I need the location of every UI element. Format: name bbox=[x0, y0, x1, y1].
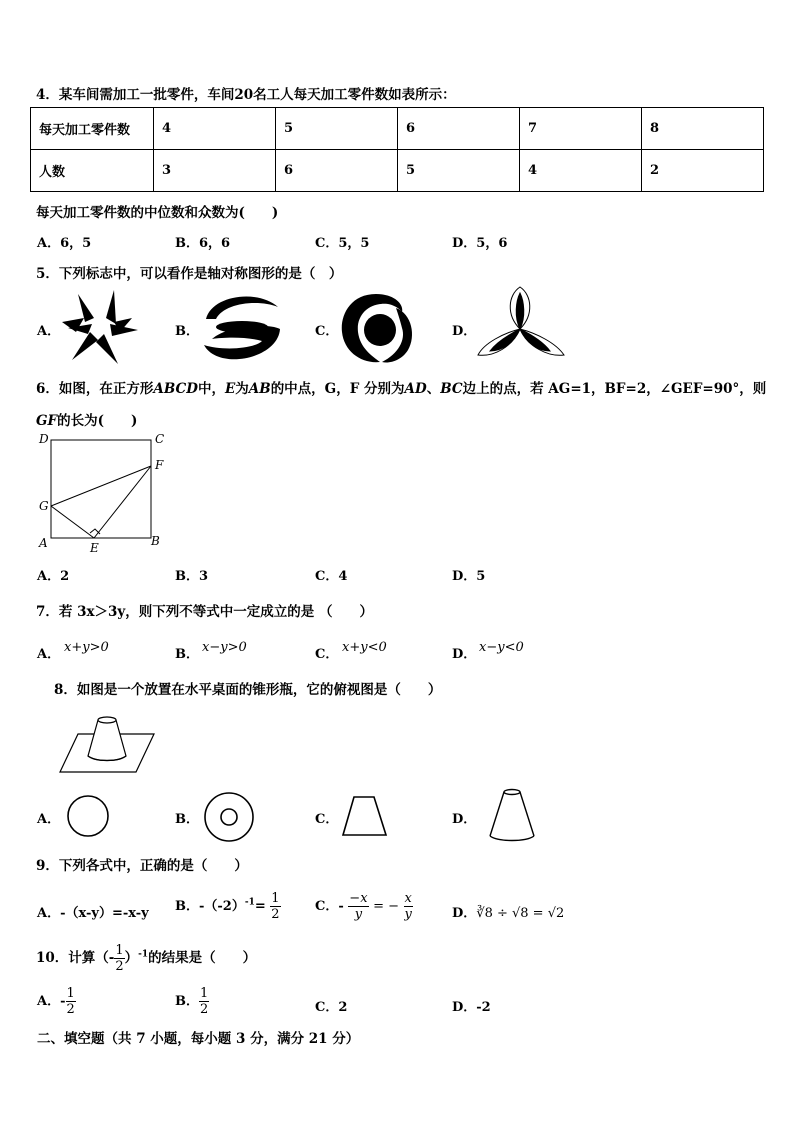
fraction: $\frac{x}{y}$ bbox=[404, 891, 412, 922]
option-a: A．6，5 bbox=[37, 236, 92, 251]
option-a: A．- $\frac{1}{2}$ bbox=[37, 986, 75, 1017]
option-d: D．∛8 ÷ √8 = √2 bbox=[452, 906, 565, 921]
option-c: C．2 bbox=[315, 1000, 348, 1015]
section-heading: 二、填空题（共 7 小题，每小题 3 分，满分 21 分） bbox=[37, 1031, 360, 1047]
option-c: C． bbox=[315, 324, 339, 339]
label-b: B bbox=[151, 534, 160, 548]
option-b-expr: x−y>0 bbox=[202, 640, 247, 655]
ring-logo-icon bbox=[336, 288, 418, 368]
option-b: B．3 bbox=[175, 569, 209, 584]
fraction: $\frac{1}{2}$ bbox=[200, 986, 209, 1017]
option-c: C．5，5 bbox=[315, 236, 370, 251]
table-cell: 7 bbox=[520, 108, 642, 150]
cone-option-icon bbox=[486, 786, 538, 844]
table-row bbox=[31, 150, 764, 192]
circle-option-icon bbox=[64, 792, 112, 840]
trapezoid-option-icon bbox=[340, 794, 390, 838]
option-d: D． bbox=[452, 812, 477, 827]
label-e: E bbox=[90, 541, 99, 554]
table-cell: 5 bbox=[276, 108, 398, 150]
option-d: D．5 bbox=[452, 569, 486, 584]
table-cell: 6 bbox=[276, 150, 398, 192]
option-d: D．-2 bbox=[452, 1000, 491, 1015]
option-b: B．$-(-2)^{-1}=$ $\frac{1}{2}$ bbox=[175, 891, 280, 922]
option-b: B． bbox=[175, 647, 199, 662]
table-cell: 5 bbox=[398, 150, 520, 192]
option-a: A．-（x-y）=-x-y bbox=[37, 906, 149, 921]
table-cell: 2 bbox=[642, 150, 764, 192]
option-c: C．- $\frac{-x}{y}$ = − $\frac{x}{y}$ bbox=[315, 891, 412, 922]
option-c: C． bbox=[315, 812, 339, 827]
option-d: D． bbox=[452, 324, 477, 339]
q4-question: 每天加工零件数的中位数和众数为( ) bbox=[36, 205, 279, 221]
table-cell: 3 bbox=[154, 150, 276, 192]
option-d-expr: x−y<0 bbox=[479, 640, 524, 655]
fraction: $\frac{-x}{y}$ bbox=[349, 891, 368, 922]
label-f: F bbox=[155, 458, 164, 472]
q10-stem: 10．计算（- $\frac{1}{2}$ ）$^{-1}$的结果是（ ） bbox=[36, 943, 257, 974]
table-cell: 每天加工零件数 bbox=[31, 108, 154, 150]
q7-stem: 7．若 3x＞3y，则下列不等式中一定成立的是 （ ） bbox=[36, 604, 373, 620]
option-d: D． bbox=[452, 647, 477, 662]
cone-bottle-figure bbox=[56, 710, 156, 776]
q8-stem: 8．如图是一个放置在水平桌面的锥形瓶，它的俯视图是（ ） bbox=[54, 682, 442, 698]
option-a: A． bbox=[37, 647, 61, 662]
square-figure bbox=[34, 430, 174, 554]
fraction: $\frac{1}{2}$ bbox=[115, 943, 124, 974]
q5-stem: 5．下列标志中，可以看作是轴对称图形的是（ ） bbox=[36, 266, 343, 282]
fraction: $\frac{1}{2}$ bbox=[271, 891, 280, 922]
option-b: B． bbox=[175, 812, 199, 827]
option-c: C． bbox=[315, 647, 339, 662]
label-c: C bbox=[155, 432, 165, 446]
option-a: A． bbox=[37, 812, 61, 827]
label-g: G bbox=[39, 499, 49, 513]
table-row bbox=[31, 108, 764, 150]
table-cell: 6 bbox=[398, 108, 520, 150]
option-a: A．2 bbox=[37, 569, 70, 584]
option-c: C．4 bbox=[315, 569, 348, 584]
option-a-expr: x+y>0 bbox=[64, 640, 109, 655]
table-cell: 人数 bbox=[31, 150, 154, 192]
q6-stem: 6．如图，在正方形ABCD中，E为AB的中点，G，F 分别为AD、BC边上的点，若 AG=1，BF=2，∠GEF=90°，则 bbox=[36, 381, 767, 397]
double-arc-logo-icon bbox=[198, 289, 284, 365]
tri-petal-logo-icon bbox=[476, 285, 566, 361]
star-logo-icon bbox=[58, 288, 140, 366]
q9-stem: 9．下列各式中，正确的是（ ） bbox=[36, 858, 248, 874]
option-a: A． bbox=[37, 324, 61, 339]
option-c-expr: x+y<0 bbox=[342, 640, 387, 655]
label-a: A bbox=[39, 536, 48, 550]
option-b: B． $\frac{1}{2}$ bbox=[175, 986, 209, 1017]
option-d: D．5，6 bbox=[452, 236, 508, 251]
table-cell: 4 bbox=[154, 108, 276, 150]
label-d: D bbox=[39, 432, 49, 446]
table-cell: 8 bbox=[642, 108, 764, 150]
q6-stem-line2: GF的长为( ) bbox=[36, 413, 138, 429]
table-cell: 4 bbox=[520, 150, 642, 192]
fraction: $\frac{1}{2}$ bbox=[66, 986, 75, 1017]
option-b: B．6，6 bbox=[175, 236, 231, 251]
concentric-circles-option-icon bbox=[201, 790, 257, 844]
option-b: B． bbox=[175, 324, 199, 339]
q4-table bbox=[30, 107, 764, 192]
q4-stem: 4．某车间需加工一批零件，车间20名工人每天加工零件数如表所示： bbox=[36, 87, 456, 103]
